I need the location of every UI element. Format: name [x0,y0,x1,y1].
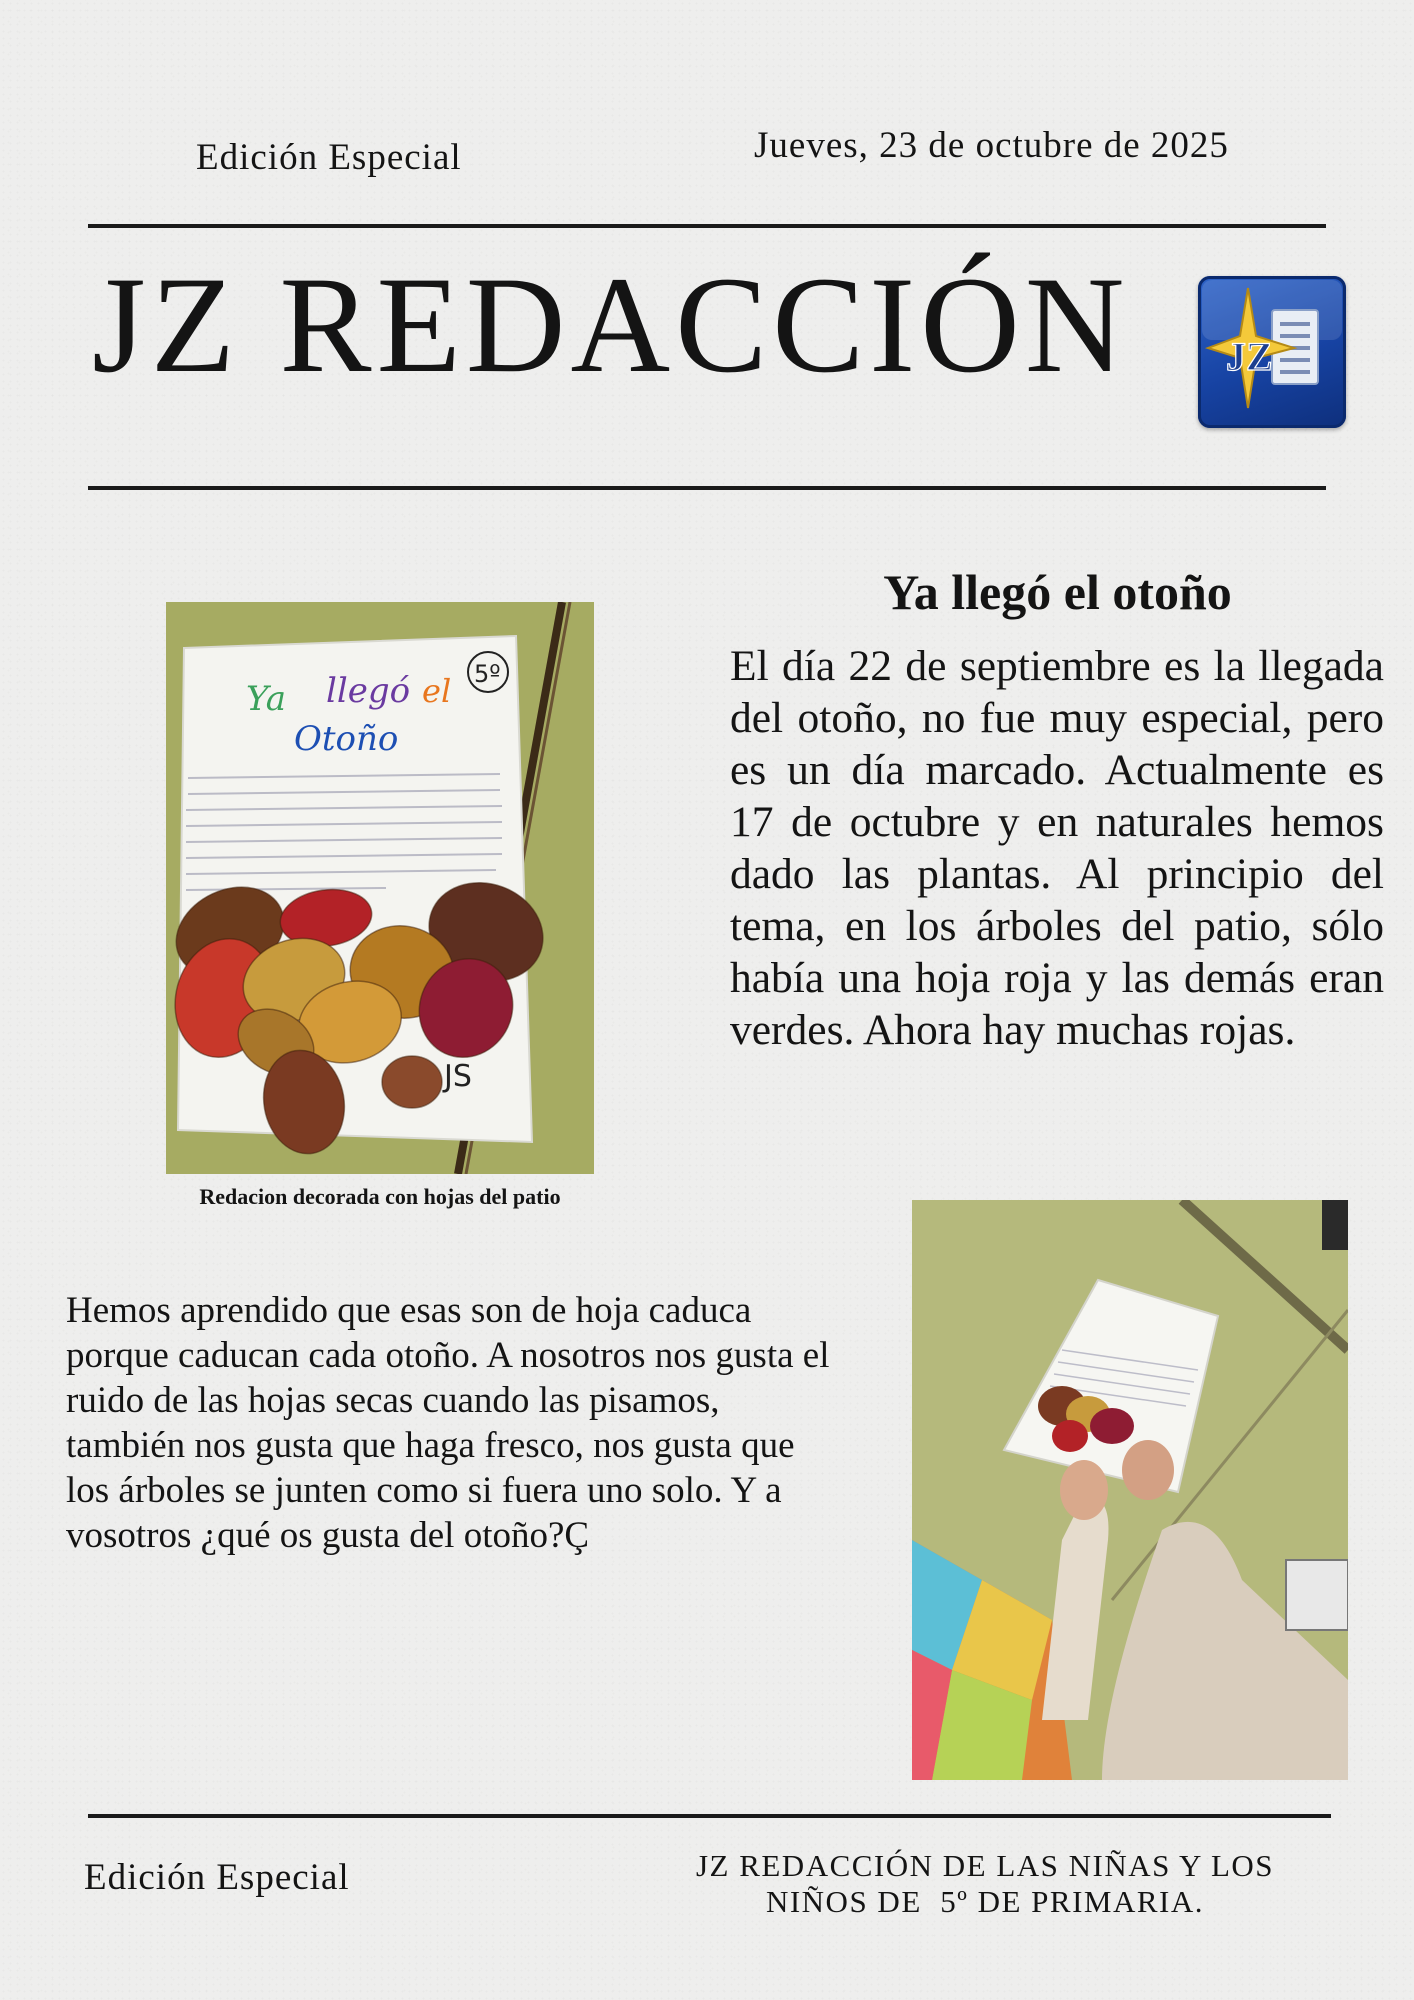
issue-date: Jueves, 23 de octubre de 2025 [754,125,1229,166]
article-headline: Ya llegó el otoño [883,564,1232,620]
classroom-photo [912,1200,1348,1780]
sheet-heading-el: el [422,672,452,710]
top-divider [88,224,1326,228]
masthead-divider [88,486,1326,490]
svg-text:JZ: JZ [1226,334,1273,379]
leaf-composition-photo [166,602,594,1174]
footer-credit-line-1: JZ REDACCIÓN DE LAS NIÑAS Y LOS [695,1848,1275,1883]
sheet-signature: JS [444,1059,472,1094]
photo-caption: Redacion decorada con hojas del patio [199,1184,561,1209]
logo-graphic [1198,276,1346,428]
masthead-title: JZ REDACCIÓN [92,248,1130,401]
jz-newspaper-logo-icon [1198,276,1346,428]
grade-badge: 5º [474,660,501,688]
footer-divider [88,1814,1331,1818]
footer-credit [640,1848,1330,1920]
sheet-heading-otono: Otoño [294,719,399,759]
article-paragraph-1: El día 22 de septiembre es la llegada del otoño, no fue muy especial, pero es un día marcado. Actualmente es 17 de octubre y en naturales hemos dado las plantas. Al principio del tema, en los árboles del patio, sólo había una hoja roja y las demás eran verdes. Ahora hay muchas rojas. [730,642,1384,1054]
footer-edition-label: Edición Especial [84,1857,350,1898]
sheet-heading-ya: Ya [246,679,287,719]
classroom-image [912,1200,1348,1780]
leaf-composition-image [166,602,594,1174]
edition-label: Edición Especial [196,137,462,178]
sheet-heading-llego: llegó [326,671,411,711]
footer-credit-line-2: NIÑOS DE 5º DE PRIMARIA. [765,1884,1205,1919]
article-paragraph-2: Hemos aprendido que esas son de hoja caduca porque caducan cada otoño. A nosotros nos gusta el ruido de las hojas secas cuando las pisamos, también nos gusta que haga fresco, nos gusta que los árboles se junten como si fuera uno solo. Y a vosotros ¿qué os gusta del otoño?Ç [66,1290,830,1556]
